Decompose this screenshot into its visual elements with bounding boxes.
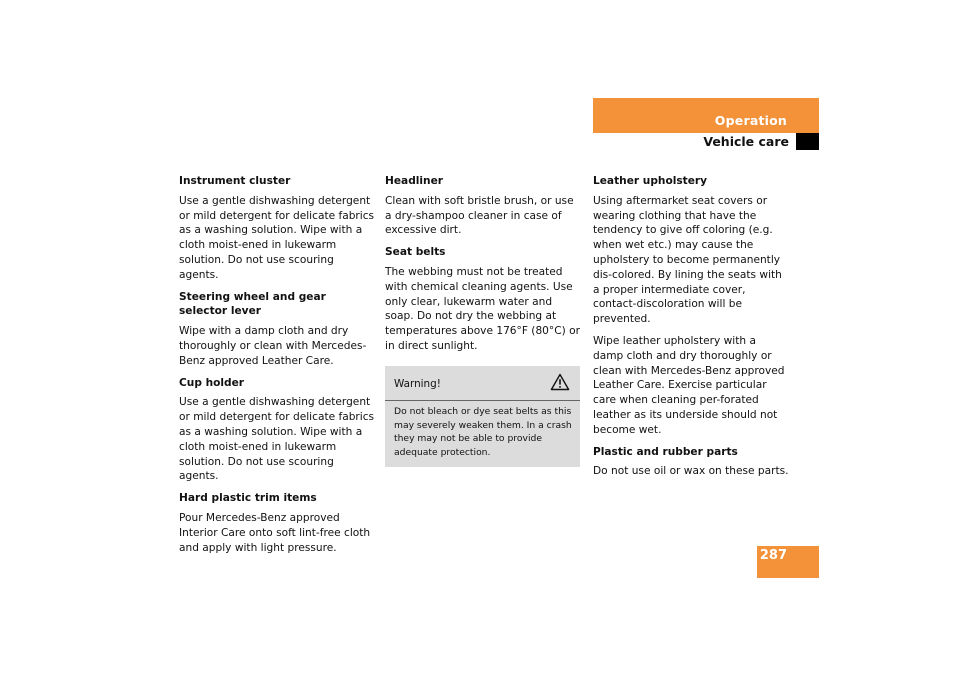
section-marker	[796, 133, 819, 150]
section-title: Vehicle care	[703, 134, 789, 149]
section-heading: Headliner	[385, 175, 443, 187]
section-heading: Plastic and rubber parts	[593, 445, 738, 458]
section-heading: Cup holder	[179, 376, 245, 389]
section-body: Clean with soft bristle brush, or use a dry-shampoo cleaner in case of excessive dirt.	[385, 194, 574, 237]
text-column-1	[179, 174, 375, 562]
section-heading: Instrument cluster	[179, 175, 291, 187]
section-steering-wheel	[179, 290, 375, 369]
section-body: Do not use oil or wax on these parts.	[593, 465, 789, 478]
warning-text: Do not bleach or dye seat belts as this may severely weaken them. In a crash they may not be able to provide adequate protection.	[394, 405, 572, 459]
text-column-3	[593, 174, 789, 486]
section-cup-holder	[179, 376, 375, 485]
warning-box	[385, 366, 580, 467]
section-seat-belts	[385, 245, 581, 354]
text-column-2	[385, 174, 581, 467]
section-heading: Hard plastic trim items	[179, 492, 317, 505]
section-body: Wipe leather upholstery with a damp cloth and dry thoroughly or clean with Mercedes-Benz approved Leather Care. Exercise particular care when cleaning per-forated leather as its underside should not become wet.	[593, 334, 785, 436]
section-leather-cleaning	[593, 334, 789, 438]
section-body: Using aftermarket seat covers or wearing clothing that have the tendency to give off coloring (e.g. when wet etc.) may cause the upholstery to become permanently dis-colored. By lining the seats with a proper intermediate cover, contact-discoloration will be prevented.	[593, 194, 782, 326]
warning-header	[385, 366, 580, 401]
section-hard-plastic-trim	[179, 491, 375, 555]
section-heading: Seat belts	[385, 246, 446, 259]
section-heading: Leather upholstery	[593, 175, 708, 187]
section-body: Pour Mercedes-Benz approved Interior Care onto soft lint-free cloth and apply with light pressure.	[179, 511, 371, 554]
page-number-block	[757, 546, 819, 578]
section-body: Use a gentle dishwashing detergent or mild detergent for delicate fabrics as a washing solution. Wipe with a cloth moist-ened in lukewarm solution. Do not use scouring agents.	[179, 194, 375, 281]
warning-triangle-icon	[550, 373, 570, 396]
section-body: The webbing must not be treated with chemical cleaning agents. Use only clear, lukewarm water and soap. Do not dry the webbing at temperatures above 176°F (80°C) or in direct sunlight.	[385, 265, 580, 352]
section-instrument-cluster	[179, 174, 375, 283]
section-plastic-rubber-parts	[593, 445, 789, 480]
section-heading: Steering wheel and gear selector lever	[179, 290, 326, 318]
section-body: Use a gentle dishwashing detergent or mild detergent for delicate fabrics as a washing solution. Wipe with a cloth moist-ened in lukewarm solution. Do not use scouring agents.	[179, 396, 375, 483]
section-headliner	[385, 174, 581, 238]
chapter-title: Operation	[714, 113, 787, 128]
header-accent-block	[593, 98, 819, 133]
section-body: Wipe with a damp cloth and dry thoroughly or clean with Mercedes-Benz approved Leather Care.	[179, 325, 367, 367]
page-number: 287	[759, 548, 787, 563]
section-leather-upholstery	[593, 174, 789, 327]
warning-title: Warning!	[394, 377, 441, 390]
